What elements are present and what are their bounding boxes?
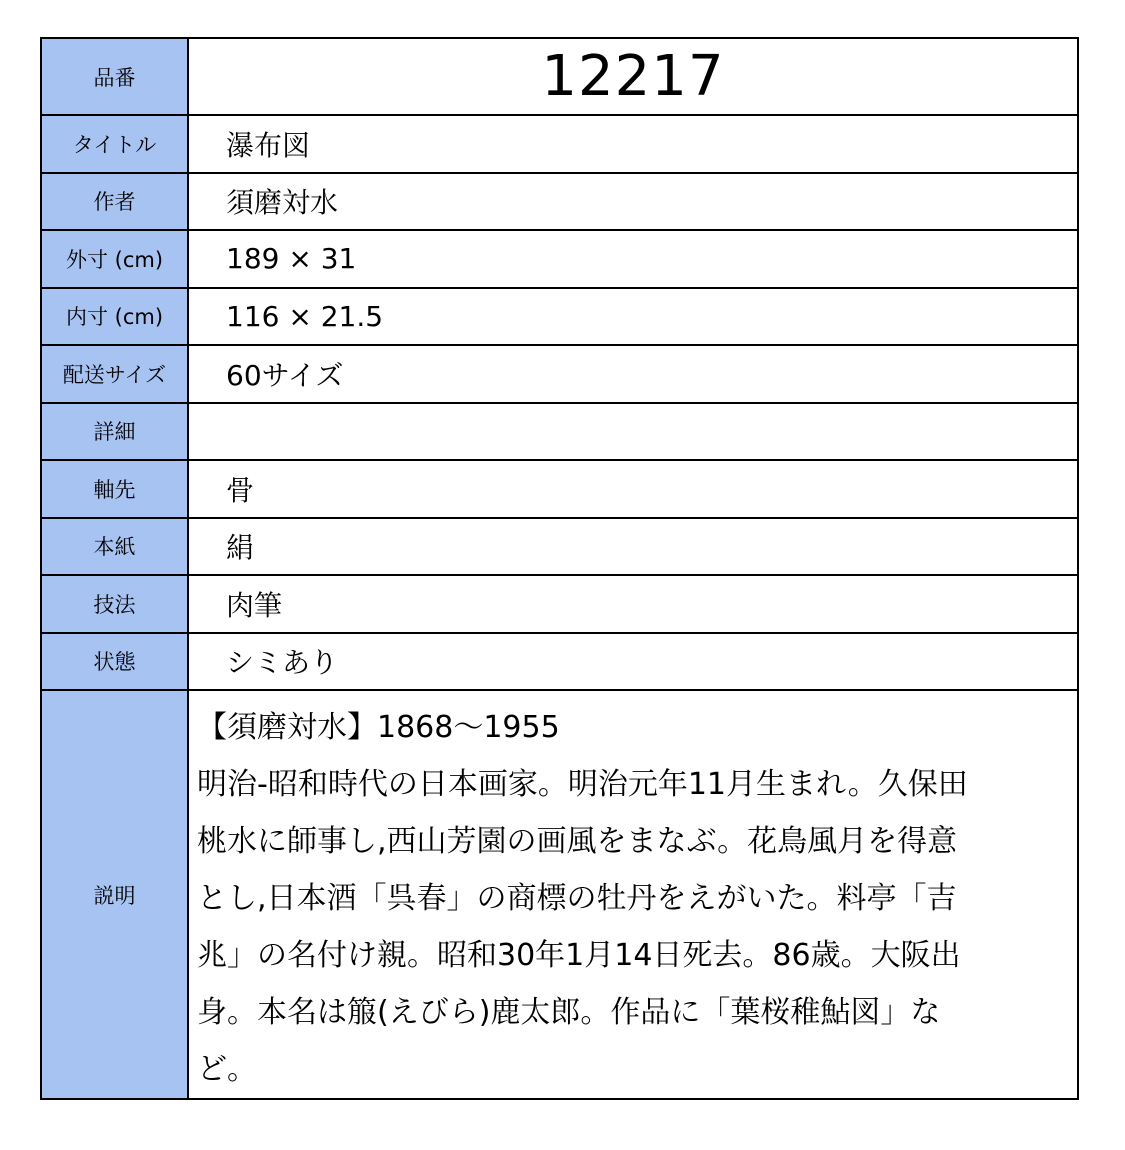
outer-size-label: 外寸 (cm) bbox=[41, 230, 188, 288]
description-line: 兆」の名付け親。昭和30年1月14日死去。86歳。大阪出 bbox=[197, 938, 961, 973]
description-line: 【須磨対水】1868〜1955 bbox=[197, 710, 560, 745]
description-line: とし,日本酒「呉春」の商標の牡丹をえがいた。料亭「吉 bbox=[197, 881, 957, 916]
description-text bbox=[188, 690, 1078, 1099]
title-label: タイトル bbox=[41, 115, 188, 173]
row-base-material bbox=[41, 518, 1078, 576]
row-inner-size bbox=[41, 288, 1078, 346]
artist-label: 作者 bbox=[41, 173, 188, 231]
row-outer-size bbox=[41, 230, 1078, 288]
technique-value: 肉筆 bbox=[188, 575, 1078, 633]
row-condition bbox=[41, 633, 1078, 691]
row-technique bbox=[41, 575, 1078, 633]
description-label: 説明 bbox=[41, 690, 188, 1099]
base-material-value: 絹 bbox=[188, 518, 1078, 576]
outer-size-value: 189 × 31 bbox=[188, 230, 1078, 288]
roller-ends-value: 骨 bbox=[188, 460, 1078, 518]
title-value: 瀑布図 bbox=[188, 115, 1078, 173]
shipping-size-label: 配送サイズ bbox=[41, 345, 188, 403]
details-value bbox=[188, 403, 1078, 461]
description-line: 身。本名は箙(えびら)鹿太郎。作品に「葉桜稚鮎図」な bbox=[197, 995, 941, 1030]
row-artist bbox=[41, 173, 1078, 231]
shipping-size-value: 60サイズ bbox=[188, 345, 1078, 403]
item-number-value: 12217 bbox=[188, 38, 1078, 115]
inner-size-label: 内寸 (cm) bbox=[41, 288, 188, 346]
condition-value: シミあり bbox=[188, 633, 1078, 691]
technique-label: 技法 bbox=[41, 575, 188, 633]
row-details bbox=[41, 403, 1078, 461]
row-roller-ends bbox=[41, 460, 1078, 518]
row-description bbox=[41, 690, 1078, 1099]
row-title bbox=[41, 115, 1078, 173]
item-number-label: 品番 bbox=[41, 38, 188, 115]
description-line: 桃水に師事し,西山芳園の画風をまなぶ。花鳥風月を得意 bbox=[197, 824, 958, 859]
item-spec-table bbox=[40, 37, 1079, 1100]
description-line: ど。 bbox=[197, 1052, 257, 1087]
inner-size-value: 116 × 21.5 bbox=[188, 288, 1078, 346]
row-shipping-size bbox=[41, 345, 1078, 403]
base-material-label: 本紙 bbox=[41, 518, 188, 576]
artist-value: 須磨対水 bbox=[188, 173, 1078, 231]
details-label: 詳細 bbox=[41, 403, 188, 461]
row-item-number bbox=[41, 38, 1078, 115]
condition-label: 状態 bbox=[41, 633, 188, 691]
roller-ends-label: 軸先 bbox=[41, 460, 188, 518]
description-line: 明治-昭和時代の日本画家。明治元年11月生まれ。久保田 bbox=[197, 767, 968, 802]
